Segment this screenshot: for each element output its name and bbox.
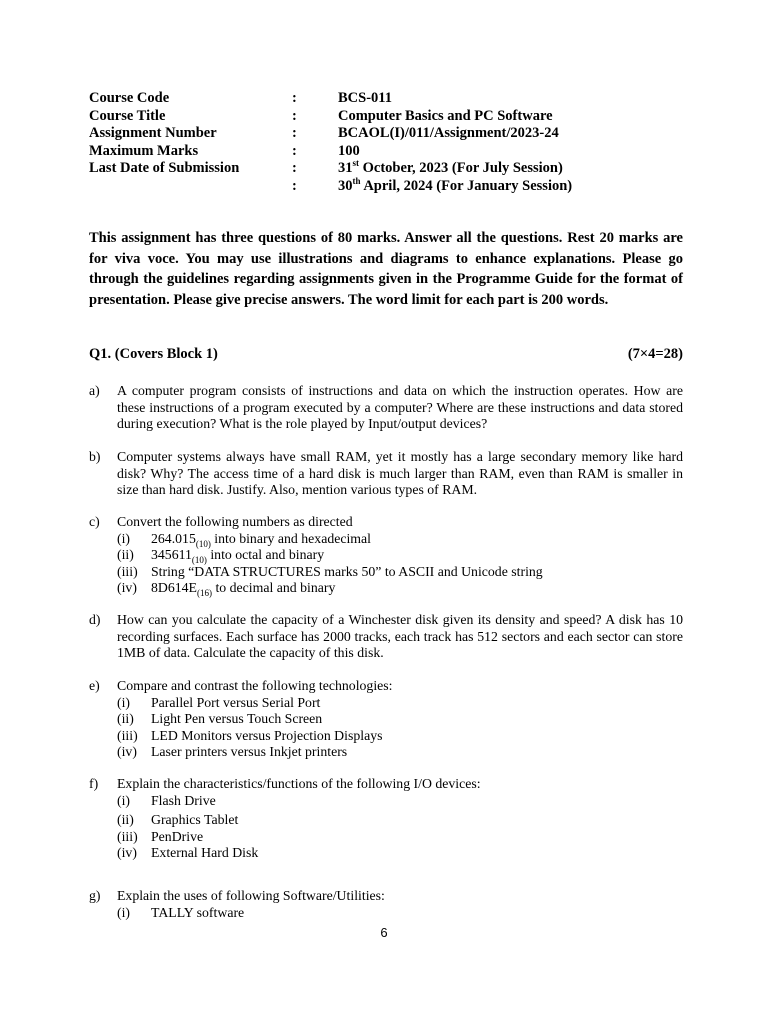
item-text: Graphics Tablet <box>151 812 239 828</box>
field-colon: : <box>292 160 297 176</box>
part-label: e) <box>89 678 100 693</box>
item-number: (iv) <box>117 580 137 596</box>
field-label: Course Title <box>89 107 166 124</box>
part-label: g) <box>89 888 101 903</box>
item-number: (iii) <box>117 563 138 579</box>
field-value <box>338 175 573 196</box>
part-label: a) <box>89 383 100 398</box>
maximum-marks-row <box>89 143 709 161</box>
list-item <box>117 905 683 922</box>
part-label: b) <box>89 449 101 464</box>
part-text: Computer systems always have small RAM, yet it mostly has a large secondary memory like hard disk? Why? The access time of a hard disk is much larger than RAM, even than RAM is smaller in size than hard disk. Justify. Also, mention various types of RAM. <box>117 449 683 498</box>
part-text: Explain the uses of following Software/Utilities: <box>117 888 385 903</box>
field-label: Course Code <box>89 90 170 106</box>
item-number: (i) <box>117 904 131 920</box>
field-colon: : <box>292 90 297 106</box>
list-item <box>117 711 683 728</box>
question-part-d <box>89 612 683 662</box>
item-base: (10) <box>191 554 207 565</box>
item-text <box>151 580 683 597</box>
field-colon: : <box>292 107 297 124</box>
part-label: f) <box>89 776 99 791</box>
list-item <box>117 812 683 829</box>
item-number-value: 8D614E <box>151 580 197 596</box>
item-text: LED Monitors versus Projection Displays <box>151 727 383 743</box>
item-instruction: String “DATA STRUCTURES marks 50” to ASCII and Unicode string <box>151 563 543 579</box>
field-label: Assignment Number <box>89 125 217 141</box>
field-colon: : <box>292 125 297 141</box>
part-text: Explain the characteristics/functions of the following I/O devices: <box>117 776 481 791</box>
item-number: (iv) <box>117 744 137 760</box>
part-text: Convert the following numbers as directed <box>117 514 353 529</box>
item-number: (i) <box>117 530 131 546</box>
course-title-row <box>89 108 709 126</box>
field-value: BCS-011 <box>338 90 392 106</box>
date-rest: October, 2023 (For July Session) <box>359 160 563 176</box>
date-rest: April, 2024 (For January Session) <box>360 177 573 194</box>
date-day: 30 <box>338 177 353 194</box>
item-number: (iii) <box>117 828 138 844</box>
item-number: (ii) <box>117 547 134 563</box>
field-colon: : <box>292 177 297 194</box>
date-day: 31 <box>338 160 353 176</box>
submission-date-row-2 <box>89 175 709 196</box>
item-text <box>151 547 683 564</box>
question-part-f <box>89 776 683 862</box>
list-item <box>117 547 683 564</box>
course-code-row <box>89 90 709 108</box>
part-text: A computer program consists of instructions and data on which the instruction operates. How are these instructions of a program executed by a computer? Where are these instructions and data stored during execution? What is the role played by Input/output devices? <box>117 383 683 432</box>
assignment-number-row <box>89 125 709 143</box>
item-instruction: to decimal and binary <box>212 580 336 596</box>
item-base: (16) <box>197 588 212 599</box>
question-part-a <box>89 383 683 433</box>
question-title: Q1. (Covers Block 1) <box>89 346 218 362</box>
item-text: External Hard Disk <box>151 845 259 861</box>
item-text: Parallel Port versus Serial Port <box>151 694 321 710</box>
field-value: BCAOL(I)/011/Assignment/2023-24 <box>338 125 559 141</box>
part-label: c) <box>89 514 100 529</box>
item-number: (ii) <box>117 711 134 727</box>
date-ordinal: th <box>352 175 361 186</box>
part-label: d) <box>89 612 101 627</box>
part-text: Compare and contrast the following technologies: <box>117 678 393 693</box>
item-instruction: into octal and binary <box>206 547 325 563</box>
field-label: Maximum Marks <box>89 142 199 159</box>
submission-date-row <box>89 160 709 178</box>
list-item <box>117 845 683 862</box>
question-part-b <box>89 449 683 499</box>
course-info-table <box>89 90 709 195</box>
item-number: (ii) <box>117 812 134 828</box>
field-label: Last Date of Submission <box>89 160 240 176</box>
list-item <box>117 793 683 810</box>
question-heading <box>89 345 683 363</box>
item-instruction: into binary and hexadecimal <box>210 530 371 546</box>
list-item <box>117 531 683 548</box>
item-number: (iii) <box>117 727 138 743</box>
item-text: Light Pen versus Touch Screen <box>151 711 323 727</box>
part-text: How can you calculate the capacity of a Winchester disk given its density and speed? A disk has 10 recording surfaces. Each surface has 2000 tracks, each track has 512 sectors and each sector can store 1MB of data. Calculate the capacity of this disk. <box>117 612 683 661</box>
question-part-e <box>89 678 683 761</box>
field-value: Computer Basics and PC Software <box>338 107 553 124</box>
field-value: 100 <box>338 142 360 159</box>
question-marks: (7×4=28) <box>627 346 683 362</box>
list-item <box>117 580 683 597</box>
field-colon: : <box>292 142 297 159</box>
item-base: (10) <box>195 538 211 549</box>
question-part-g <box>89 888 683 921</box>
item-number: (i) <box>117 792 131 808</box>
list-item <box>117 744 683 761</box>
item-text: TALLY software <box>151 904 245 920</box>
item-text: Laser printers versus Inkjet printers <box>151 744 348 760</box>
item-text: PenDrive <box>151 828 204 844</box>
item-number-value: 264.015 <box>151 530 196 546</box>
list-item <box>117 695 683 712</box>
instructions-paragraph: This assignment has three questions of 80 marks. Answer all the questions. Rest 20 marks are for viva voce. You may use illustrations and diagrams to enhance explanations. Please go through the guidelines regarding assignments given in the Programme Guide for the format of presentation. Please give precise answers. The word limit for each part is 200 words. <box>89 230 683 309</box>
field-value <box>338 160 563 178</box>
item-number: (iv) <box>117 845 137 861</box>
list-item <box>117 728 683 745</box>
item-number: (i) <box>117 694 131 710</box>
list-item <box>117 829 683 846</box>
item-number-value: 345611 <box>151 547 192 563</box>
page-number: 6 <box>380 925 388 940</box>
item-text <box>151 564 683 581</box>
item-text: Flash Drive <box>151 792 216 808</box>
question-part-c <box>89 514 683 597</box>
list-item <box>117 564 683 581</box>
item-text <box>151 531 683 548</box>
date-ordinal: st <box>352 158 359 169</box>
